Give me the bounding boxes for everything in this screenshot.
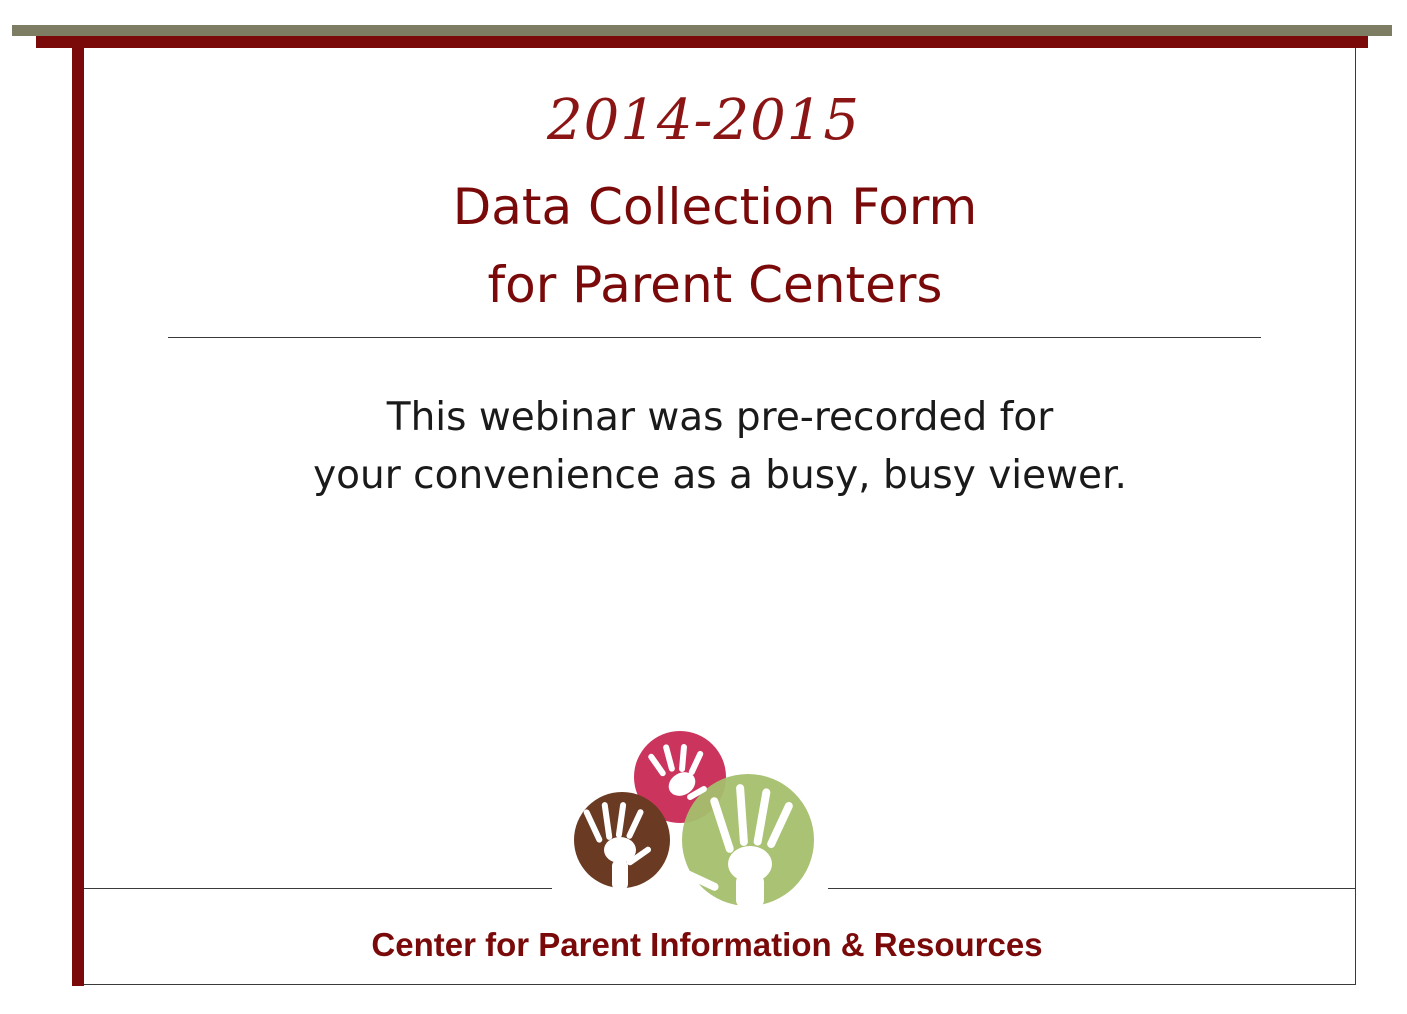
- year-heading: 2014-2015: [547, 88, 860, 153]
- top-accent-bar-olive: [12, 25, 1392, 36]
- hands-in-circles-logo-icon: [560, 722, 822, 908]
- title-line-2: for Parent Centers: [487, 256, 943, 314]
- footer-divider-right: [828, 888, 1356, 889]
- organization-name: Center for Parent Information & Resources: [371, 926, 1043, 963]
- top-accent-bar-red: [36, 36, 1368, 48]
- body-text-line-2: your convenience as a busy, busy viewer.: [313, 453, 1127, 498]
- title-divider: [168, 337, 1261, 338]
- title-line-1: Data Collection Form: [452, 178, 978, 236]
- body-text-line-1: This webinar was pre-recorded for: [386, 395, 1054, 440]
- footer-divider-left: [84, 888, 552, 889]
